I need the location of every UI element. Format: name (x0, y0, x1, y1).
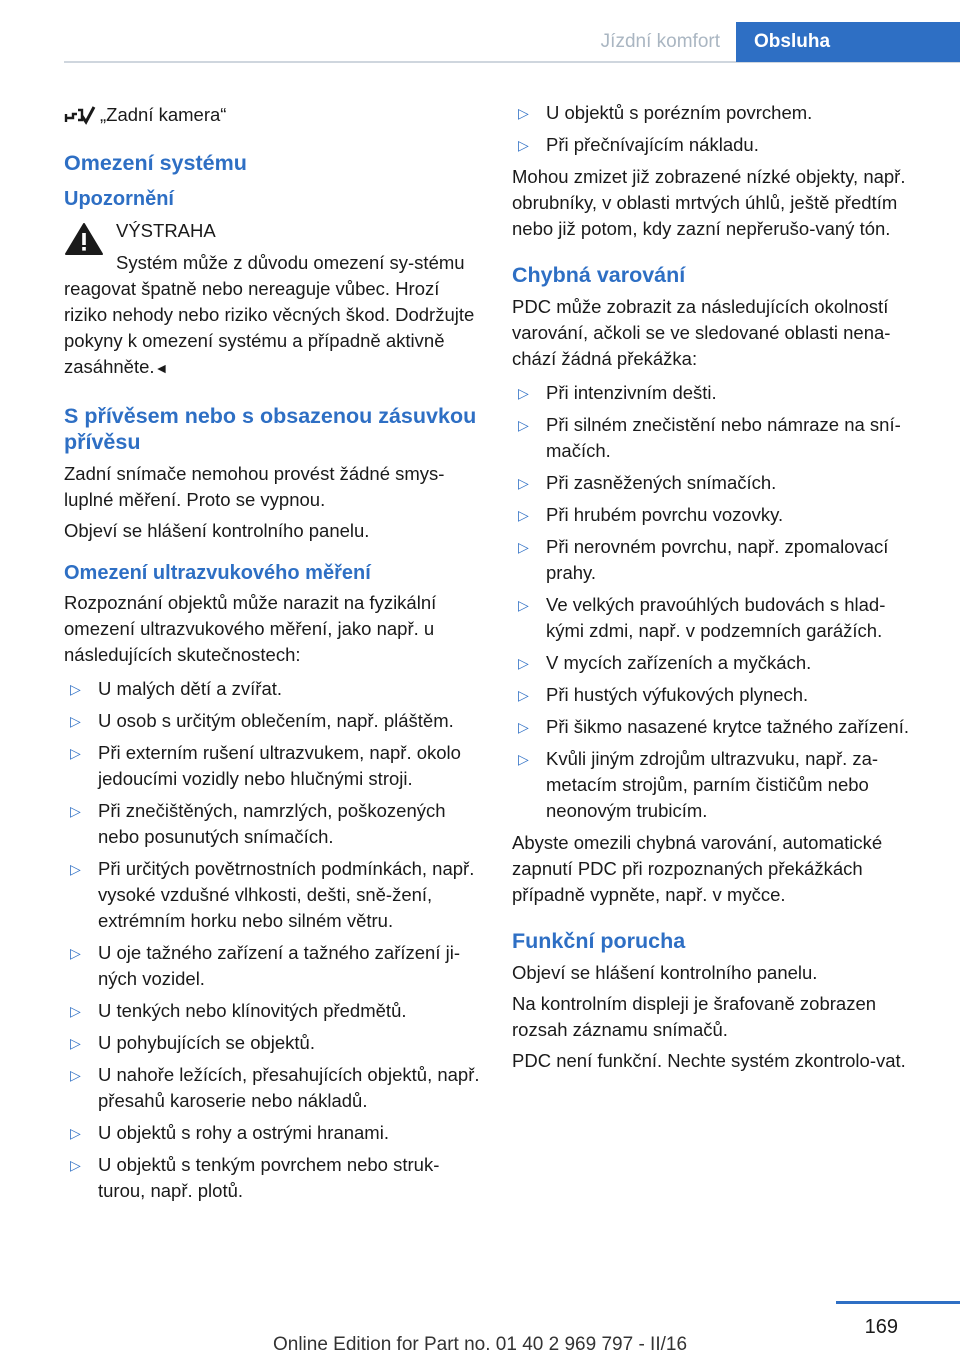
list-item: ▷ Při přečnívajícím nákladu. (512, 132, 922, 158)
camera-label: „Zadní kamera“ (100, 104, 227, 125)
bullet-triangle-icon: ▷ (518, 655, 529, 671)
list-item: ▷ Při šikmo nasazené krytce tažného zařízení. (512, 714, 922, 740)
list-item: ▷ Kvůli jiným zdrojům ultrazvuku, např. za-metacím strojům, parním čističům nebo neonovým trubicím. (518, 748, 879, 821)
bullet-triangle-icon: ▷ (518, 597, 529, 613)
bullet-triangle-icon: ▷ (70, 1067, 81, 1083)
list-item: ▷ Při zasněžených snímačích. (512, 470, 922, 496)
trailer-paragraph-2: Objeví se hlášení kontrolního panelu. (64, 520, 370, 541)
bullet-triangle-icon: ▷ (70, 745, 81, 761)
warning-text: Systém může z důvodu omezení sy-stému reagovat špatně nebo nereaguje vůbec. Hrozí riziko nehody nebo riziko věcných škod. Dodržujte pokyny k omezení systému a případně aktivně zasáhněte. (64, 252, 475, 377)
heading-system-limits: Omezení systému (64, 151, 247, 175)
bullet-triangle-icon: ▷ (518, 751, 529, 767)
bullet-triangle-icon: ▷ (518, 475, 529, 491)
heading-malfunction: Funkční porucha (512, 929, 686, 953)
list-item: ▷ Ve velkých pravoúhlých budovách s hlad-kými zdmi, např. v podzemních garážích. (518, 594, 886, 641)
warning-body (64, 250, 480, 381)
bullet-triangle-icon: ▷ (70, 713, 81, 729)
ultrasound-limits-list-continued (512, 100, 922, 158)
ultrasound-limits-list (64, 676, 480, 1204)
trailer-paragraph-1: Zadní snímače nemohou provést žádné smys-luplné měření. Proto se vypnou. (64, 463, 445, 510)
bullet-triangle-icon: ▷ (70, 1035, 81, 1051)
bullet-triangle-icon: ▷ (518, 105, 529, 121)
heading-trailer: S přívěsem nebo s obsazenou zásuvkou přívěsu (64, 404, 477, 454)
disable-paragraph: Abyste omezili chybná varování, automatické zapnutí PDC při rozpoznaných překážkách případně vypněte, např. v myčce. (512, 832, 883, 905)
heading-ultrasound: Omezení ultrazvukového měření (64, 562, 371, 584)
bullet-triangle-icon: ▷ (70, 1157, 81, 1173)
left-column (64, 100, 480, 1210)
false-warnings-list (512, 380, 922, 824)
bullet-triangle-icon: ▷ (518, 539, 529, 555)
bullet-triangle-icon: ▷ (70, 803, 81, 819)
bullet-triangle-icon: ▷ (518, 137, 529, 153)
warning-triangle-icon (64, 222, 104, 256)
low-objects-paragraph: Mohou zmizet již zobrazené nízké objekty, např. obrubníky, v oblasti mrtvých úhlů, ještě předtím nebo již potom, kdy zazní nepřerušo-vaný tón. (512, 166, 906, 239)
bullet-triangle-icon: ▷ (70, 1003, 81, 1019)
false-warnings-intro: PDC může zobrazit za následujících okolností varování, ačkoli se ve sledované oblasti nena-chází žádná překážka: (512, 296, 891, 369)
list-item: ▷ Při nerovném povrchu, např. zpomalovací prahy. (518, 536, 889, 583)
right-column (512, 100, 922, 1079)
list-item: ▷ Při hrubém povrchu vozovky. (512, 502, 922, 528)
malfunction-paragraph-1: Objeví se hlášení kontrolního panelu. (512, 962, 818, 983)
list-item: ▷ Při hustých výfukových plynech. (512, 682, 922, 708)
list-item: ▷ U objektů s porézním povrchem. (512, 100, 922, 126)
malfunction-paragraph-3: PDC není funkční. Nechte systém zkontrolo-vat. (512, 1050, 906, 1071)
list-item: ▷ Při intenzivním dešti. (512, 380, 922, 406)
list-item: ▷ Při silném znečistění nebo námraze na sní-mačích. (518, 414, 901, 461)
header-section-label: Jízdní komfort (600, 31, 720, 52)
list-item: ▷ U tenkých nebo klínovitých předmětů. (64, 998, 480, 1024)
list-item: ▷ Při znečištěných, namrzlých, poškozených nebo posunutých snímačích. (70, 800, 446, 847)
bullet-triangle-icon: ▷ (70, 945, 81, 961)
list-item: ▷ Při určitých povětrnostních podmínkách, např. vysoké vzdušné vlhkosti, dešti, sně-žení, extrémním horku nebo silném větru. (70, 858, 475, 931)
rear-camera-icon (64, 104, 96, 126)
header-chapter-tab: Obsluha (736, 22, 960, 62)
camera-reference (64, 100, 480, 130)
bullet-triangle-icon: ▷ (518, 507, 529, 523)
bullet-triangle-icon: ▷ (70, 681, 81, 697)
bullet-triangle-icon: ▷ (518, 687, 529, 703)
ultrasound-intro: Rozpoznání objektů může narazit na fyzikální omezení ultrazvukového měření, jako např. u následujících skutečnostech: (64, 592, 437, 665)
list-item: ▷ U objektů s tenkým povrchem nebo struk-turou, např. plotů. (70, 1154, 440, 1201)
list-item: ▷ U nahoře ležících, přesahujících objektů, např. přesahů karoserie nebo nákladů. (70, 1064, 480, 1111)
warning-title: VÝSTRAHA (116, 220, 216, 241)
list-item: ▷ U malých dětí a zvířat. (64, 676, 480, 702)
list-item: ▷ U oje tažného zařízení a tažného zařízení ji-ných vozidel. (70, 942, 460, 989)
bullet-triangle-icon: ▷ (70, 861, 81, 877)
bullet-triangle-icon: ▷ (70, 1125, 81, 1141)
list-item: ▷ U osob s určitým oblečením, např. pláštěm. (64, 708, 480, 734)
warning-block (64, 218, 480, 381)
bullet-triangle-icon: ▷ (518, 719, 529, 735)
heading-false-warnings: Chybná varování (512, 263, 686, 287)
heading-notice: Upozornění (64, 188, 174, 210)
end-mark: ◄ (154, 360, 169, 376)
edition-line: Online Edition for Part no. 01 40 2 969 797 - II/16 (272, 1334, 688, 1355)
malfunction-paragraph-2: Na kontrolním displeji je šrafovaně zobrazen rozsah záznamu snímačů. (512, 993, 877, 1040)
footer-rule (836, 1301, 960, 1304)
list-item: ▷ U pohybujících se objektů. (64, 1030, 480, 1056)
bullet-triangle-icon: ▷ (518, 385, 529, 401)
bullet-triangle-icon: ▷ (518, 417, 529, 433)
list-item: ▷ U objektů s rohy a ostrými hranami. (64, 1120, 480, 1146)
list-item: ▷ V mycích zařízeních a myčkách. (512, 650, 922, 676)
page-number: 169 (864, 1316, 898, 1338)
list-item: ▷ Při externím rušení ultrazvukem, např. okolo jedoucími vozidly nebo hlučnými stroji. (70, 742, 461, 789)
